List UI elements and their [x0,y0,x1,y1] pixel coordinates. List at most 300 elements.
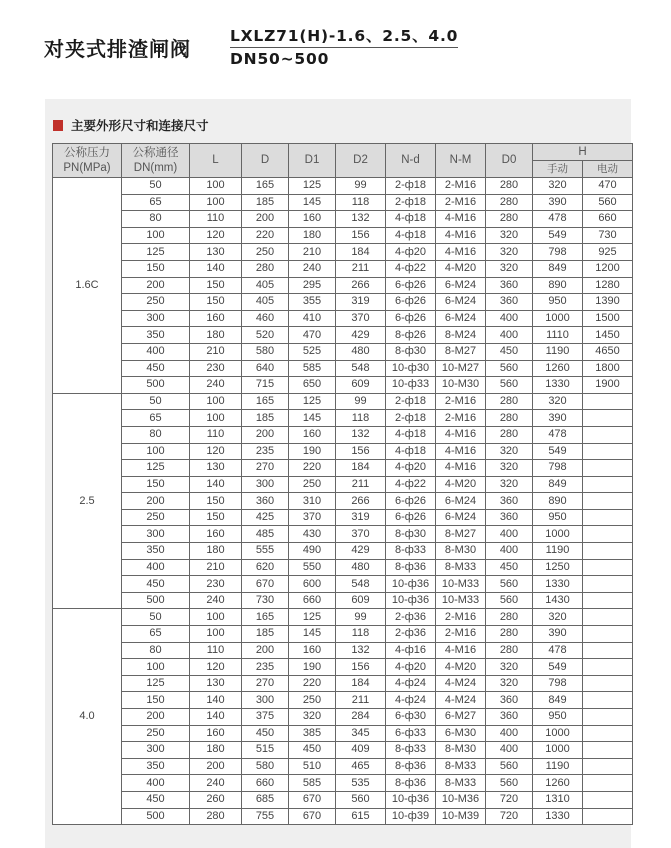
cell-n-d: 4-ф22 [386,260,436,277]
table-row [53,592,633,609]
cell-d: 235 [242,659,289,676]
cell-n-d: 8-ф30 [386,526,436,543]
cell-dn: 80 [122,211,190,228]
table-row [53,360,633,377]
table-row [53,758,633,775]
cell-n-m: 8-M30 [436,543,486,560]
cell-h-electric [583,642,633,659]
cell-n-d: 10-ф39 [386,808,436,825]
cell-n-d: 4-ф18 [386,426,436,443]
table-row [53,244,633,261]
cell-n-d: 10-ф30 [386,360,436,377]
cell-d1: 160 [289,642,336,659]
table-row [53,294,633,311]
cell-d2: 345 [336,725,386,742]
cell-dn: 300 [122,310,190,327]
table-row [53,493,633,510]
cell-d: 685 [242,791,289,808]
cell-h-manual: 1190 [533,343,583,360]
cell-d1: 145 [289,410,336,427]
cell-d0: 360 [486,692,533,709]
header-dn-unit: DN(mm) [133,161,178,174]
cell-d1: 410 [289,310,336,327]
cell-l: 240 [190,592,242,609]
cell-d0: 280 [486,194,533,211]
cell-l: 240 [190,775,242,792]
cell-n-m: 8-M33 [436,775,486,792]
cell-d0: 560 [486,360,533,377]
cell-h-manual: 1250 [533,559,583,576]
cell-dn: 65 [122,410,190,427]
cell-d1: 250 [289,692,336,709]
cell-h-manual: 849 [533,260,583,277]
table-row [53,626,633,643]
cell-d1: 670 [289,791,336,808]
cell-h-manual: 478 [533,426,583,443]
cell-dn: 100 [122,659,190,676]
cell-h-electric: 925 [583,244,633,261]
cell-h-electric [583,393,633,410]
cell-h-electric [583,476,633,493]
table-row [53,543,633,560]
cell-d1: 670 [289,808,336,825]
table-row [53,393,633,410]
cell-h-electric: 560 [583,194,633,211]
table-row [53,410,633,427]
cell-d1: 125 [289,178,336,195]
header-pn-unit: PN(MPa) [63,161,111,174]
table-row [53,277,633,294]
cell-h-manual: 798 [533,244,583,261]
table-row [53,791,633,808]
cell-n-m: 8-M24 [436,327,486,344]
cell-d: 660 [242,775,289,792]
cell-d1: 240 [289,260,336,277]
cell-d0: 280 [486,211,533,228]
cell-h-electric [583,775,633,792]
cell-h-manual: 1330 [533,808,583,825]
cell-d1: 470 [289,327,336,344]
cell-n-m: 2-M16 [436,393,486,410]
cell-n-m: 8-M30 [436,742,486,759]
cell-h-electric [583,426,633,443]
cell-d2: 480 [336,343,386,360]
cell-d2: 211 [336,260,386,277]
cell-d1: 160 [289,211,336,228]
size-range: DN50~500 [230,50,330,68]
cell-n-d: 4-ф16 [386,642,436,659]
cell-d1: 370 [289,509,336,526]
model-designation: LXLZ71(H)-1.6、2.5、4.0 [230,24,458,48]
cell-d2: 370 [336,526,386,543]
cell-d2: 132 [336,642,386,659]
cell-d2: 548 [336,576,386,593]
cell-h-electric [583,460,633,477]
cell-l: 120 [190,443,242,460]
cell-h-manual: 1000 [533,725,583,742]
cell-d2: 480 [336,559,386,576]
table-row [53,260,633,277]
cell-dn: 65 [122,194,190,211]
section-marker-icon [53,120,63,131]
cell-d: 670 [242,576,289,593]
cell-d2: 211 [336,476,386,493]
cell-d1: 355 [289,294,336,311]
cell-d2: 370 [336,310,386,327]
cell-l: 150 [190,277,242,294]
cell-d0: 280 [486,609,533,626]
pressure-class-cell: 4.0 [53,609,122,825]
cell-n-d: 2-ф18 [386,393,436,410]
cell-dn: 150 [122,692,190,709]
table-row [53,476,633,493]
cell-n-m: 4-M16 [436,460,486,477]
cell-dn: 50 [122,393,190,410]
cell-d: 200 [242,642,289,659]
cell-h-electric [583,692,633,709]
cell-n-d: 2-ф36 [386,609,436,626]
cell-h-manual: 1110 [533,327,583,344]
cell-dn: 500 [122,808,190,825]
cell-l: 180 [190,543,242,560]
cell-h-electric: 1450 [583,327,633,344]
cell-d0: 360 [486,509,533,526]
cell-n-m: 4-M20 [436,659,486,676]
cell-h-electric: 730 [583,227,633,244]
cell-d0: 320 [486,227,533,244]
cell-d2: 156 [336,443,386,460]
cell-d0: 720 [486,791,533,808]
cell-d0: 400 [486,310,533,327]
header-l: L [190,144,242,178]
cell-dn: 200 [122,493,190,510]
cell-d1: 125 [289,609,336,626]
cell-n-m: 2-M16 [436,410,486,427]
cell-l: 160 [190,526,242,543]
cell-dn: 250 [122,509,190,526]
cell-n-m: 8-M27 [436,343,486,360]
section-heading [53,116,209,134]
cell-d0: 320 [486,443,533,460]
cell-d: 520 [242,327,289,344]
cell-d0: 280 [486,626,533,643]
cell-l: 180 [190,327,242,344]
section-title: 主要外形尺寸和连接尺寸 [71,118,209,133]
cell-d1: 190 [289,659,336,676]
table-row [53,426,633,443]
cell-h-manual: 478 [533,642,583,659]
cell-d1: 220 [289,675,336,692]
cell-h-manual: 1000 [533,310,583,327]
cell-n-d: 4-ф18 [386,227,436,244]
cell-d: 250 [242,244,289,261]
cell-d1: 145 [289,626,336,643]
cell-l: 150 [190,294,242,311]
cell-h-manual: 478 [533,211,583,228]
cell-h-manual: 390 [533,626,583,643]
cell-d: 270 [242,460,289,477]
cell-d0: 400 [486,526,533,543]
cell-d0: 400 [486,742,533,759]
cell-n-m: 4-M24 [436,692,486,709]
cell-n-m: 4-M20 [436,260,486,277]
cell-l: 210 [190,343,242,360]
cell-h-manual: 950 [533,509,583,526]
cell-d: 405 [242,294,289,311]
cell-d2: 266 [336,277,386,294]
cell-l: 100 [190,410,242,427]
cell-n-m: 4-M16 [436,211,486,228]
table-row [53,194,633,211]
cell-d1: 490 [289,543,336,560]
cell-d1: 660 [289,592,336,609]
cell-n-d: 6-ф26 [386,310,436,327]
table-row [53,609,633,626]
cell-dn: 50 [122,178,190,195]
header-n-m: N-M [436,144,486,178]
cell-dn: 500 [122,377,190,394]
cell-h-electric: 470 [583,178,633,195]
cell-n-m: 6-M27 [436,709,486,726]
cell-d2: 118 [336,410,386,427]
cell-d: 220 [242,227,289,244]
cell-n-d: 4-ф18 [386,443,436,460]
cell-d0: 360 [486,294,533,311]
cell-n-d: 8-ф36 [386,559,436,576]
cell-h-manual: 950 [533,294,583,311]
cell-n-m: 10-M33 [436,592,486,609]
cell-dn: 400 [122,775,190,792]
cell-dn: 100 [122,443,190,460]
cell-d0: 450 [486,559,533,576]
header-dn [122,144,190,178]
cell-d2: 609 [336,592,386,609]
cell-d2: 535 [336,775,386,792]
cell-d: 460 [242,310,289,327]
cell-h-electric [583,526,633,543]
cell-d1: 220 [289,460,336,477]
cell-n-m: 10-M30 [436,377,486,394]
cell-n-m: 6-M24 [436,294,486,311]
cell-h-manual: 890 [533,493,583,510]
cell-d0: 280 [486,642,533,659]
cell-dn: 350 [122,758,190,775]
table-row [53,775,633,792]
cell-h-manual: 849 [533,476,583,493]
cell-h-manual: 1260 [533,360,583,377]
cell-n-d: 8-ф30 [386,343,436,360]
cell-d2: 609 [336,377,386,394]
cell-d2: 132 [336,426,386,443]
cell-n-m: 10-M36 [436,791,486,808]
cell-n-d: 4-ф22 [386,476,436,493]
cell-n-d: 2-ф18 [386,410,436,427]
cell-l: 240 [190,377,242,394]
cell-d: 450 [242,725,289,742]
cell-l: 100 [190,178,242,195]
cell-n-d: 2-ф18 [386,194,436,211]
table-row [53,659,633,676]
cell-h-electric [583,443,633,460]
cell-h-manual: 1190 [533,543,583,560]
cell-l: 210 [190,559,242,576]
cell-d: 580 [242,758,289,775]
header-h-electric: 电动 [583,161,633,178]
cell-h-electric [583,709,633,726]
pressure-class-cell: 1.6C [53,178,122,394]
cell-n-d: 6-ф30 [386,709,436,726]
table-body [53,178,633,825]
cell-h-electric [583,725,633,742]
cell-dn: 200 [122,277,190,294]
cell-n-m: 6-M24 [436,493,486,510]
cell-h-manual: 1430 [533,592,583,609]
table-row [53,227,633,244]
header-h: H [533,144,633,161]
pressure-class-cell: 2.5 [53,393,122,609]
cell-n-d: 4-ф24 [386,675,436,692]
cell-d0: 320 [486,476,533,493]
cell-d: 360 [242,493,289,510]
cell-l: 100 [190,626,242,643]
cell-d2: 118 [336,626,386,643]
cell-h-electric [583,659,633,676]
cell-d0: 400 [486,543,533,560]
cell-d2: 156 [336,659,386,676]
table-row [53,377,633,394]
cell-d1: 385 [289,725,336,742]
header-n-d: N-d [386,144,436,178]
table-row [53,576,633,593]
model-heading [230,24,458,68]
cell-h-manual: 1330 [533,377,583,394]
cell-d1: 430 [289,526,336,543]
cell-n-d: 10-ф33 [386,377,436,394]
cell-n-m: 10-M33 [436,576,486,593]
table-row [53,310,633,327]
cell-l: 280 [190,808,242,825]
cell-d: 300 [242,692,289,709]
cell-l: 110 [190,642,242,659]
cell-dn: 100 [122,227,190,244]
cell-d0: 280 [486,410,533,427]
cell-d: 730 [242,592,289,609]
cell-dn: 450 [122,791,190,808]
cell-d0: 320 [486,659,533,676]
header-d2: D2 [336,144,386,178]
cell-d2: 560 [336,791,386,808]
cell-l: 140 [190,476,242,493]
header-d: D [242,144,289,178]
cell-d1: 550 [289,559,336,576]
dimension-table [52,143,633,825]
cell-n-d: 8-ф36 [386,775,436,792]
header-d0: D0 [486,144,533,178]
cell-d0: 280 [486,426,533,443]
cell-d0: 280 [486,393,533,410]
cell-dn: 300 [122,742,190,759]
cell-dn: 80 [122,642,190,659]
cell-dn: 125 [122,675,190,692]
cell-d2: 409 [336,742,386,759]
cell-dn: 80 [122,426,190,443]
header-h-manual: 手动 [533,161,583,178]
table-row [53,692,633,709]
cell-d1: 295 [289,277,336,294]
cell-h-electric [583,410,633,427]
cell-h-manual: 1330 [533,576,583,593]
cell-h-electric: 1900 [583,377,633,394]
cell-d2: 319 [336,509,386,526]
cell-d1: 585 [289,775,336,792]
cell-d1: 600 [289,576,336,593]
cell-d2: 319 [336,294,386,311]
cell-d2: 99 [336,609,386,626]
cell-l: 160 [190,310,242,327]
cell-n-m: 6-M30 [436,725,486,742]
cell-n-m: 4-M16 [436,244,486,261]
cell-d: 165 [242,393,289,410]
cell-d: 425 [242,509,289,526]
cell-d1: 650 [289,377,336,394]
cell-n-m: 2-M16 [436,609,486,626]
cell-d: 280 [242,260,289,277]
cell-d: 185 [242,410,289,427]
cell-d2: 156 [336,227,386,244]
header-d1: D1 [289,144,336,178]
cell-dn: 300 [122,526,190,543]
cell-n-m: 4-M16 [436,426,486,443]
cell-d1: 125 [289,393,336,410]
cell-d2: 429 [336,543,386,560]
cell-h-manual: 390 [533,194,583,211]
table-row [53,559,633,576]
cell-n-m: 4-M20 [436,476,486,493]
cell-n-m: 2-M16 [436,626,486,643]
table-row [53,211,633,228]
cell-n-d: 6-ф26 [386,509,436,526]
cell-d: 580 [242,343,289,360]
cell-h-manual: 549 [533,227,583,244]
cell-h-electric [583,543,633,560]
cell-d: 270 [242,675,289,692]
cell-n-d: 8-ф33 [386,742,436,759]
table-row [53,327,633,344]
cell-d: 165 [242,178,289,195]
cell-h-manual: 1000 [533,742,583,759]
cell-dn: 450 [122,360,190,377]
cell-dn: 400 [122,559,190,576]
cell-dn: 200 [122,709,190,726]
cell-n-m: 4-M16 [436,642,486,659]
cell-d: 375 [242,709,289,726]
cell-n-m: 4-M16 [436,227,486,244]
cell-l: 100 [190,393,242,410]
cell-d2: 184 [336,244,386,261]
cell-dn: 150 [122,476,190,493]
cell-h-electric: 1390 [583,294,633,311]
cell-h-electric [583,808,633,825]
cell-h-manual: 320 [533,609,583,626]
cell-h-manual: 950 [533,709,583,726]
cell-n-d: 4-ф18 [386,211,436,228]
cell-l: 130 [190,244,242,261]
cell-n-d: 6-ф33 [386,725,436,742]
cell-d1: 510 [289,758,336,775]
cell-d1: 320 [289,709,336,726]
table-row [53,526,633,543]
cell-d2: 615 [336,808,386,825]
